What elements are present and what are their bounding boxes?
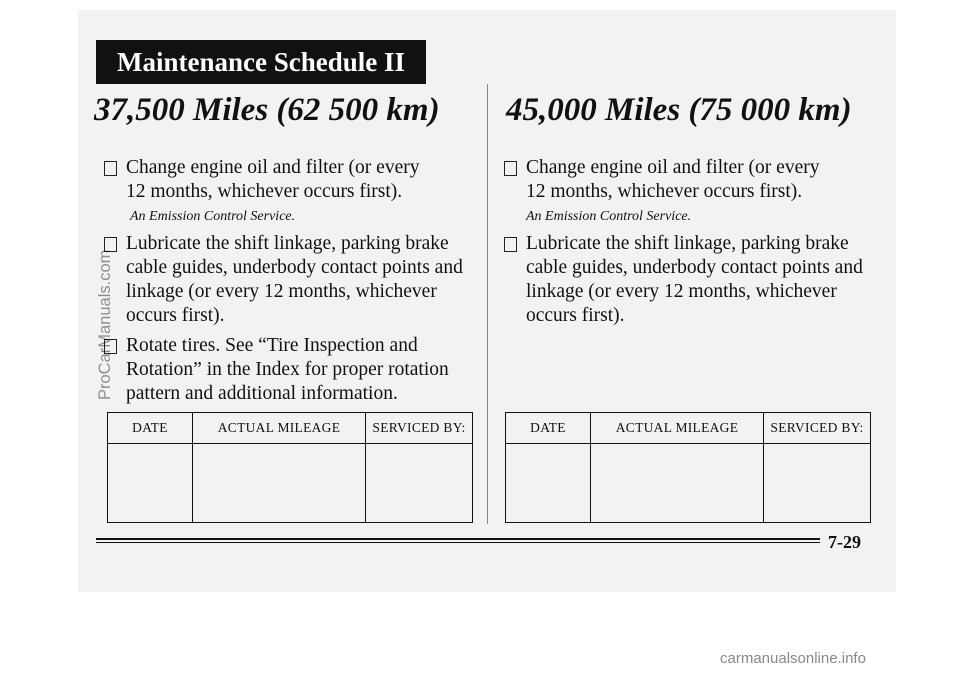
section-heading-37500: 37,500 Miles (62 500 km) <box>94 92 440 128</box>
header-actual-mileage: ACTUAL MILEAGE <box>193 413 366 444</box>
serviced-by-cell[interactable] <box>366 444 473 523</box>
item-text: Change engine oil and filter (or every 12 months, whichever occurs first). <box>526 157 820 202</box>
item-text: Rotate tires. See “Tire Inspection and Rotation” in the Index for proper rotation pattern and additional information. <box>126 335 449 404</box>
checkbox[interactable] <box>504 237 517 252</box>
site-watermark: carmanualsonline.info <box>720 650 866 667</box>
checklist-item <box>504 232 864 328</box>
mileage-cell[interactable] <box>193 444 366 523</box>
header-serviced-by: SERVICED BY: <box>764 413 871 444</box>
date-cell[interactable] <box>108 444 193 523</box>
header-date: DATE <box>506 413 591 444</box>
checklist-37500 <box>104 156 464 412</box>
header-serviced-by: SERVICED BY: <box>366 413 473 444</box>
checkbox[interactable] <box>504 161 517 176</box>
checklist-item <box>504 156 864 204</box>
emission-note: An Emission Control Service. <box>526 209 692 224</box>
item-text: Lubricate the shift linkage, parking brake cable guides, underbody contact points and linkage (or every 12 months, whichever occurs first). <box>126 233 463 326</box>
column-divider <box>487 84 488 524</box>
item-text: Lubricate the shift linkage, parking brake cable guides, underbody contact points and linkage (or every 12 months, whichever occurs first). <box>526 233 863 326</box>
item-text: Change engine oil and filter (or every 12 months, whichever occurs first). <box>126 157 420 202</box>
service-record-table-37500 <box>107 412 473 523</box>
footer-rule-thin <box>96 542 820 543</box>
checklist-item <box>104 334 464 406</box>
section-heading-45000: 45,000 Miles (75 000 km) <box>506 92 852 128</box>
date-cell[interactable] <box>506 444 591 523</box>
watermark-text: ProCarManuals.com <box>96 249 114 400</box>
checklist-item <box>104 156 464 204</box>
serviced-by-cell[interactable] <box>764 444 871 523</box>
header-actual-mileage: ACTUAL MILEAGE <box>591 413 764 444</box>
checkbox[interactable] <box>104 161 117 176</box>
footer-rule <box>96 538 820 540</box>
service-record-table-45000 <box>505 412 871 523</box>
page-number: 7-29 <box>828 532 861 552</box>
checklist-45000 <box>504 156 864 334</box>
schedule-banner: Maintenance Schedule II <box>96 40 426 84</box>
emission-note: An Emission Control Service. <box>130 209 296 224</box>
mileage-cell[interactable] <box>591 444 764 523</box>
header-date: DATE <box>108 413 193 444</box>
checklist-item <box>104 232 464 328</box>
